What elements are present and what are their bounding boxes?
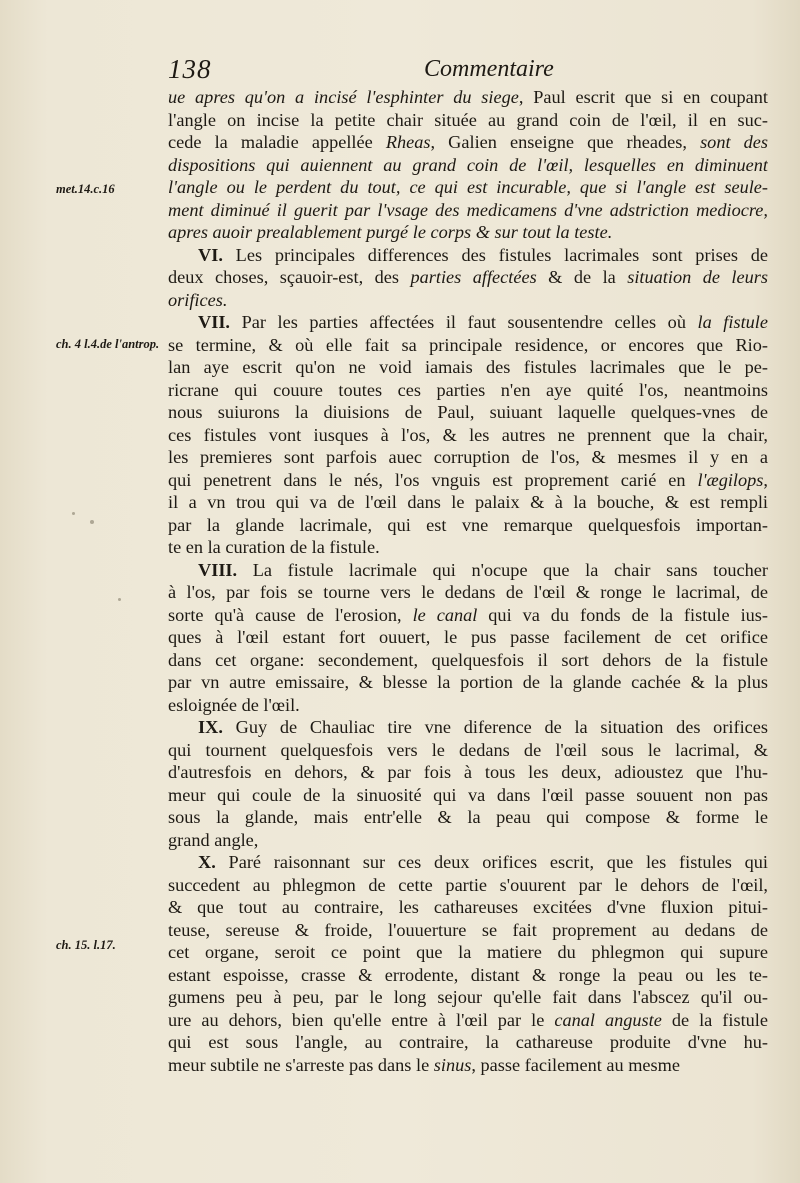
text-line xyxy=(168,131,768,154)
text-line xyxy=(168,1054,768,1077)
text-segment: l'angle on incise la petite chair située au grand coin de l'œil, il en suc- xyxy=(168,109,768,130)
text-segment: la fistule xyxy=(697,312,768,332)
text-segment: ure au dehors, bien qu'elle entre à l'œil par le xyxy=(168,1009,555,1030)
text-segment: deux choses, sçauoir-est, des xyxy=(168,267,411,287)
text-segment: qui penetrent dans le nés, l'os vnguis est proprement carié en xyxy=(168,469,698,490)
running-title: Commentaire xyxy=(424,56,554,82)
text-segment: à l'os, par fois se tourne vers le dedans de l'œil & ronge le lacrimal, de xyxy=(168,582,768,602)
text-line xyxy=(168,199,768,222)
text-line xyxy=(168,874,768,897)
text-line xyxy=(168,806,768,829)
text-segment: situation de leurs xyxy=(627,267,768,287)
section-number: VIII. xyxy=(198,559,238,580)
text-line xyxy=(168,626,768,649)
text-segment: dispositions qui auiennent au grand coin de l'œil, lesquelles en diminuent xyxy=(168,154,768,175)
text-segment: apres auoir prealablement purgé le corps & sur tout la teste. xyxy=(168,222,613,242)
text-segment: grand angle, xyxy=(168,829,259,850)
text-line xyxy=(168,919,768,942)
text-line xyxy=(168,761,768,784)
text-segment: par la glande lacrimale, qui est vne remarque quelquesfois importan- xyxy=(168,514,768,535)
text-segment: il a vn trou qui va de l'œil dans le palaix & à la bouche, & est rempli xyxy=(168,492,768,512)
text-segment: cet organe, seroit ce point que la matiere du phlegmon qui supure xyxy=(168,942,768,962)
text-line xyxy=(168,289,768,312)
text-segment: qui va du fonds de la fistule ius- xyxy=(477,604,768,625)
text-segment: canal anguste xyxy=(554,1009,662,1030)
text-line xyxy=(168,154,768,177)
text-segment: sorte qu'à cause de l'erosion, xyxy=(168,604,413,625)
text-segment: dans cet organe: secondement, quelquesfois il sort dehors de la fistule xyxy=(168,649,768,670)
text-segment: meur qui coule de la sinuosité qui va dans l'œil passe souuent non pas xyxy=(168,784,768,805)
text-line xyxy=(168,446,768,469)
text-segment: lan aye escrit qu'on ne void iamais des fistules lacrimales que le pe- xyxy=(168,357,768,377)
text-segment: nous suiurons la diuisions de Paul, suiuant laquelle quelques-vnes de xyxy=(168,402,768,422)
text-segment: gumens peu à peu, par le long sejour qu'elle fait dans l'abscez qu'il ou- xyxy=(168,987,768,1007)
text-line xyxy=(168,86,768,109)
text-segment: ment diminué il guerit par l'vsage des medicamens d'vne adstriction mediocre, xyxy=(168,199,768,220)
margin-note-reference: met.14.c.16 xyxy=(56,182,115,196)
ink-spot xyxy=(90,520,94,524)
text-segment: les premieres sont parfois auec corruption de l'os, & mesmes il y en a xyxy=(168,447,768,467)
text-segment: , passe facilement au mesme xyxy=(471,1054,680,1075)
text-line xyxy=(168,671,768,694)
text-segment: Guy de Chauliac tire vne diference de la situation des orifices xyxy=(222,717,768,737)
margin-note-reference: ch. 15. l.17. xyxy=(56,938,116,952)
text-segment: qui tournent quelquesfois vers le dedans de l'œil sous le lacrimal, & xyxy=(168,739,768,760)
text-line xyxy=(168,941,768,964)
text-line xyxy=(168,356,768,379)
text-segment: meur subtile ne s'arreste pas dans le xyxy=(168,1054,434,1075)
text-line xyxy=(168,176,768,199)
text-line xyxy=(168,986,768,1009)
text-segment: l'angle ou le perdent du tout, ce qui est incurable, que si l'angle est seule- xyxy=(168,177,768,197)
text-segment: te en la curation de la fistule. xyxy=(168,537,380,557)
section-number: VI. xyxy=(198,244,223,265)
text-segment: ue apres qu'on a incisé l'esphinter du siege xyxy=(168,87,519,107)
text-line xyxy=(168,784,768,807)
page-number: 138 xyxy=(168,54,212,84)
text-segment: Les principales differences des fistules lacrimales sont prises de xyxy=(222,244,768,265)
text-segment: , Galien enseigne que rheades, xyxy=(430,132,701,152)
text-segment: parties affectées xyxy=(410,267,537,287)
section-number: IX. xyxy=(198,717,223,737)
page-header xyxy=(168,54,768,88)
text-line xyxy=(168,514,768,537)
text-segment: le canal xyxy=(412,604,478,625)
text-segment: Paré raisonnant sur ces deux orifices escrit, que les fistules qui xyxy=(215,852,768,872)
text-line xyxy=(168,829,768,852)
text-segment: sous la glande, mais entr'elle & la peau qui compose & forme le xyxy=(168,807,768,827)
text-line xyxy=(168,266,768,289)
text-segment: sinus xyxy=(433,1054,472,1075)
section-number: VII. xyxy=(198,312,231,332)
text-line xyxy=(168,221,768,244)
text-segment: estant espoisse, crasse & errodente, distant & ronge la peau ou les te- xyxy=(168,964,768,985)
text-line xyxy=(168,581,768,604)
text-line xyxy=(168,491,768,514)
text-segment: esloignée de l'œil. xyxy=(168,694,300,715)
text-segment: orifices. xyxy=(168,289,228,310)
text-segment: se termine, & où elle fait sa principale residence, or encores que Rio- xyxy=(168,334,768,355)
text-line xyxy=(168,694,768,717)
text-line xyxy=(168,401,768,424)
ink-spot xyxy=(118,598,121,601)
text-line xyxy=(168,244,768,267)
text-segment: Par les parties affectées il faut sousentendre celles où xyxy=(230,312,698,332)
text-line xyxy=(168,739,768,762)
body-text xyxy=(168,86,768,1076)
text-line xyxy=(168,559,768,582)
text-line xyxy=(168,379,768,402)
text-line xyxy=(168,1031,768,1054)
text-segment: qui est sous l'angle, au contraire, la cathareuse produite d'vne hu- xyxy=(168,1032,768,1052)
text-segment: ques à l'œil estant fort ouuert, le pus passe facilement de cet orifice xyxy=(168,627,768,647)
text-line xyxy=(168,536,768,559)
text-line xyxy=(168,896,768,919)
text-line xyxy=(168,311,768,334)
text-segment: ces fistules vont iusques à l'os, & les autres ne prennent que la chair, xyxy=(168,424,768,445)
text-line xyxy=(168,424,768,447)
text-line xyxy=(168,334,768,357)
text-line xyxy=(168,469,768,492)
text-segment: ricrane qui couure toutes ces parties n'en aye quité l'os, neantmoins xyxy=(168,379,768,400)
text-segment: La fistule lacrimale qui n'ocupe que la chair sans toucher xyxy=(237,559,768,580)
text-line xyxy=(168,604,768,627)
text-line xyxy=(168,1009,768,1032)
section-number: X. xyxy=(198,852,216,872)
text-segment: , xyxy=(763,469,768,490)
text-segment: de la fistule xyxy=(661,1009,768,1030)
text-segment: l'ægilops xyxy=(697,469,764,490)
text-segment: & de la xyxy=(536,267,628,287)
text-segment: & que tout au contraire, les cathareuses excitées d'vne fluxion pitui- xyxy=(168,897,768,917)
ink-spot xyxy=(72,512,75,515)
text-line xyxy=(168,109,768,132)
text-line xyxy=(168,716,768,739)
text-segment: par vn autre emissaire, & blesse la portion de la glande cachée & la plus xyxy=(168,672,768,692)
text-line xyxy=(168,649,768,672)
text-segment: cede la maladie appellée xyxy=(168,132,386,152)
text-segment: sont des xyxy=(700,132,768,152)
text-segment: , Paul escrit que si en coupant xyxy=(518,87,768,107)
text-segment: teuse, sereuse & froide, l'ouuerture se fait proprement au dedans de xyxy=(168,919,768,940)
margin-note-reference: ch. 4 l.4.de l'antrop. xyxy=(56,337,160,351)
text-segment: succedent au phlegmon de cette partie s'ouurent par le dehors de l'œil, xyxy=(168,874,768,895)
text-line xyxy=(168,964,768,987)
text-line xyxy=(168,851,768,874)
text-segment: Rheas xyxy=(385,132,431,152)
text-segment: d'autresfois en dehors, & par fois à tous les deux, adioustez que l'hu- xyxy=(168,762,768,782)
